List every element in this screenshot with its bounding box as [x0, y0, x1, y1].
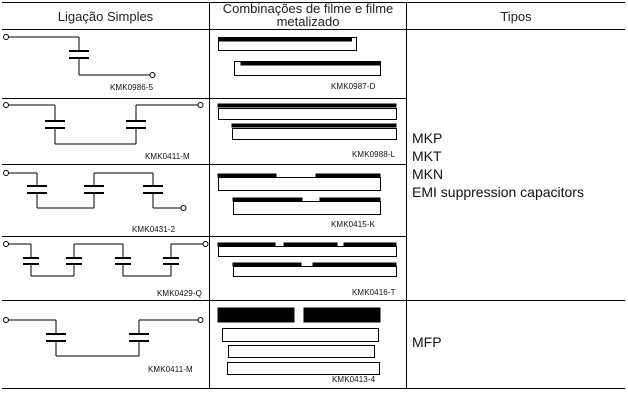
circuit-code: KMK0411-M — [148, 365, 193, 374]
header-film-line-1: Combinações de filme e filme — [222, 1, 394, 16]
terminal-icon — [198, 103, 203, 108]
types-group-1 — [412, 129, 584, 201]
type-item: MKP — [412, 130, 443, 146]
type-item: MFP — [412, 334, 442, 350]
terminal-icon — [181, 206, 186, 211]
film-code: KMK0413-4 — [332, 375, 376, 384]
film-diagram-3 — [218, 174, 381, 215]
circuit-diagram-2 — [4, 103, 204, 145]
header-types: Tipos — [500, 9, 532, 24]
header-connection: Ligação Simples — [57, 9, 154, 24]
terminal-icon — [4, 35, 9, 40]
terminal-icon — [198, 318, 203, 323]
film-diagram-2 — [218, 104, 397, 140]
terminal-icon — [203, 242, 208, 247]
film-diagram-1 — [219, 38, 381, 76]
film-diagram-5 — [218, 308, 380, 375]
terminal-icon — [4, 103, 9, 108]
type-item: MKN — [412, 166, 444, 182]
terminal-icon — [4, 171, 9, 176]
circuit-diagram-3 — [4, 171, 187, 211]
film-code: KMK0416-T — [352, 288, 396, 297]
type-item: EMI suppression capacitors — [412, 184, 584, 200]
circuit-code: KMK0431-2 — [132, 225, 176, 234]
film-code: KMK0987-D — [331, 82, 376, 91]
circuit-diagram-5 — [4, 318, 204, 357]
film-code: KMK0415-K — [331, 220, 376, 229]
circuit-code: KMK0986-5 — [110, 83, 154, 92]
film-code: KMK0988-L — [352, 150, 396, 159]
type-item: MKT — [412, 148, 442, 164]
circuit-diagram-4 — [4, 242, 209, 277]
types-group-2 — [412, 333, 442, 351]
terminal-icon — [4, 318, 9, 323]
header-film-line-2: metalizado — [276, 14, 340, 29]
terminal-icon — [4, 242, 9, 247]
terminal-icon — [150, 73, 155, 78]
circuit-diagram-1 — [4, 35, 156, 78]
circuit-code: KMK0429-Q — [157, 289, 202, 298]
film-diagram-4 — [218, 243, 397, 277]
circuit-code: KMK0411-M — [145, 152, 190, 161]
